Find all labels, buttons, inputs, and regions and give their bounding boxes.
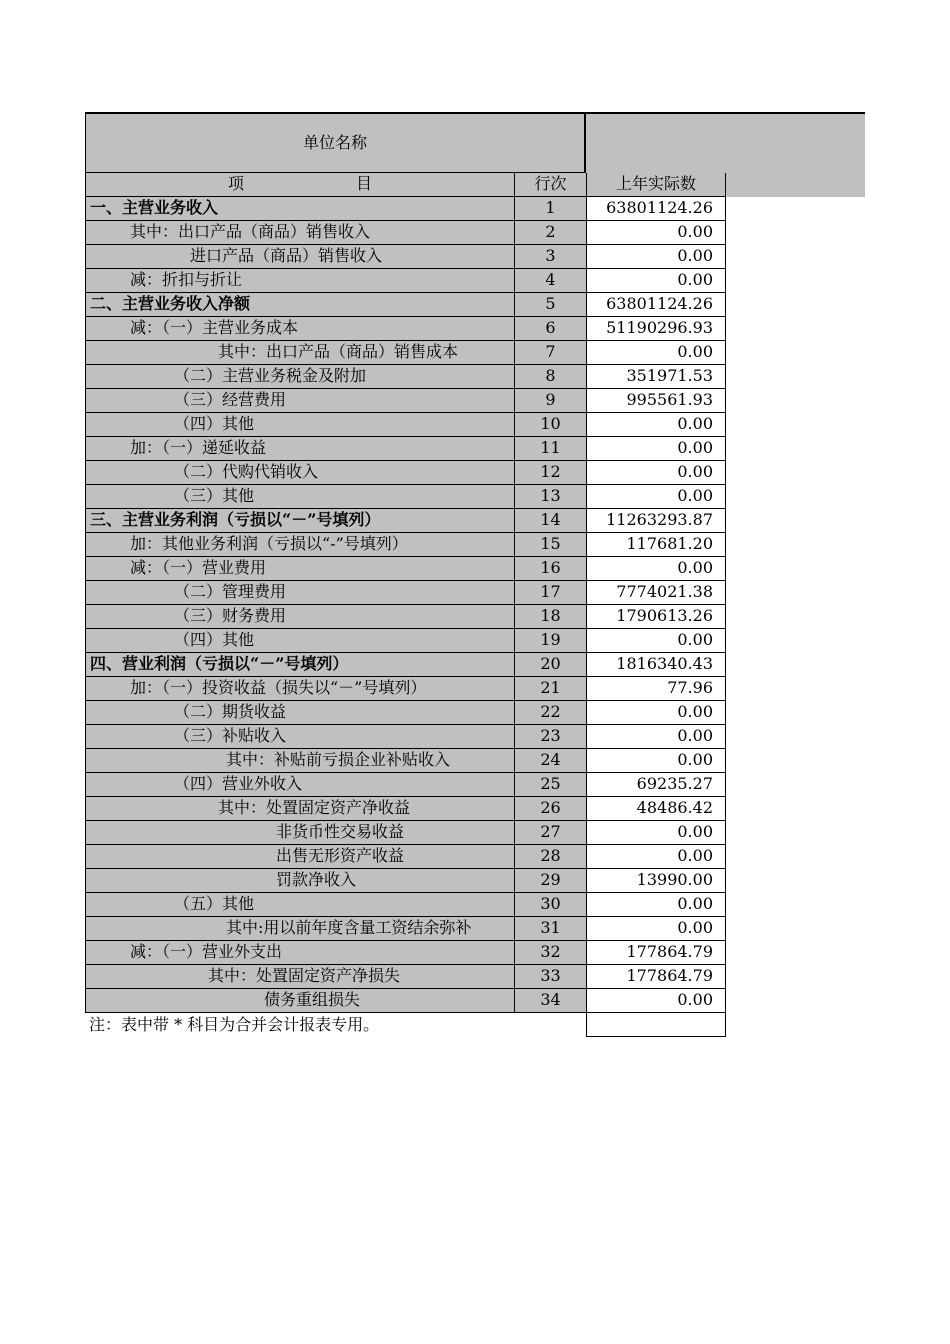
row-item-label: 其中：出口产品（商品）销售收入	[85, 221, 514, 245]
row-prev-year-value[interactable]: 7774021.38	[586, 581, 726, 605]
row-item-label: （四）营业外收入	[85, 773, 514, 797]
row-item-label: 其中：出口产品（商品）销售成本	[85, 341, 514, 365]
row-item-label: （五）其他	[85, 893, 514, 917]
row-item-label: 进口产品（商品）销售收入	[85, 245, 514, 269]
row-line-number: 28	[514, 845, 586, 869]
row-line-number: 2	[514, 221, 586, 245]
row-prev-year-value[interactable]: 0.00	[586, 893, 726, 917]
row-line-number: 19	[514, 629, 586, 653]
row-prev-year-value[interactable]: 11263293.87	[586, 509, 726, 533]
row-line-number: 30	[514, 893, 586, 917]
row-line-number: 5	[514, 293, 586, 317]
row-prev-year-value[interactable]: 0.00	[586, 749, 726, 773]
row-prev-year-value[interactable]: 0.00	[586, 917, 726, 941]
row-prev-year-value[interactable]: 0.00	[586, 845, 726, 869]
row-prev-year-value[interactable]: 0.00	[586, 485, 726, 509]
row-prev-year-value[interactable]: 0.00	[586, 221, 726, 245]
row-prev-year-value[interactable]: 51190296.93	[586, 317, 726, 341]
unit-name-label: 单位名称	[85, 112, 585, 173]
row-prev-year-value[interactable]: 63801124.26	[586, 197, 726, 221]
row-item-label: （二）代购代销收入	[85, 461, 514, 485]
row-prev-year-value[interactable]: 0.00	[586, 413, 726, 437]
row-item-label: （四）其他	[85, 413, 514, 437]
row-line-number: 8	[514, 365, 586, 389]
row-item-label: 债务重组损失	[85, 989, 514, 1013]
row-line-number: 20	[514, 653, 586, 677]
row-item-label: 加：（一）递延收益	[85, 437, 514, 461]
row-prev-year-value[interactable]: 77.96	[586, 677, 726, 701]
row-line-number: 16	[514, 557, 586, 581]
row-item-label: 减：折扣与折让	[85, 269, 514, 293]
row-item-label: 罚款净收入	[85, 869, 514, 893]
row-item-label: 出售无形资产收益	[85, 845, 514, 869]
row-line-number: 24	[514, 749, 586, 773]
row-item-label: 一、主营业务收入	[85, 197, 514, 221]
row-item-label: 其中：处置固定资产净收益	[85, 797, 514, 821]
row-line-number: 10	[514, 413, 586, 437]
row-line-number: 6	[514, 317, 586, 341]
row-line-number: 22	[514, 701, 586, 725]
row-item-label: 三、主营业务利润（亏损以“－”号填列）	[85, 509, 514, 533]
row-line-number: 27	[514, 821, 586, 845]
row-item-label: 减：（一）主营业务成本	[85, 317, 514, 341]
row-prev-year-value[interactable]: 13990.00	[586, 869, 726, 893]
row-line-number: 11	[514, 437, 586, 461]
row-prev-year-value[interactable]: 0.00	[586, 341, 726, 365]
row-item-label: （二）管理费用	[85, 581, 514, 605]
row-line-number: 12	[514, 461, 586, 485]
row-item-label: 非货币性交易收益	[85, 821, 514, 845]
row-line-number: 31	[514, 917, 586, 941]
row-line-number: 17	[514, 581, 586, 605]
row-line-number: 15	[514, 533, 586, 557]
row-item-label: （四）其他	[85, 629, 514, 653]
footnote: 注：表中带 * 科目为合并会计报表专用。	[89, 1015, 380, 1034]
row-line-number: 13	[514, 485, 586, 509]
row-prev-year-value[interactable]: 0.00	[586, 437, 726, 461]
row-prev-year-value[interactable]: 0.00	[586, 725, 726, 749]
row-line-number: 33	[514, 965, 586, 989]
row-item-label: 加：（一）投资收益（损失以“－”号填列）	[85, 677, 514, 701]
row-prev-year-value[interactable]: 117681.20	[586, 533, 726, 557]
row-item-label: （三）补贴收入	[85, 725, 514, 749]
row-line-number: 9	[514, 389, 586, 413]
row-line-number: 14	[514, 509, 586, 533]
row-item-label: （三）其他	[85, 485, 514, 509]
row-prev-year-value[interactable]: 0.00	[586, 461, 726, 485]
row-prev-year-value[interactable]: 0.00	[586, 821, 726, 845]
row-prev-year-value[interactable]: 351971.53	[586, 365, 726, 389]
row-prev-year-value[interactable]: 69235.27	[586, 773, 726, 797]
column-header-prev-year: 上年实际数	[586, 173, 726, 197]
row-line-number: 23	[514, 725, 586, 749]
row-prev-year-value[interactable]: 0.00	[586, 245, 726, 269]
row-item-label: （二）主营业务税金及附加	[85, 365, 514, 389]
column-header-item: 项 目	[85, 173, 514, 197]
row-item-label: 减：（一）营业外支出	[85, 941, 514, 965]
row-line-number: 25	[514, 773, 586, 797]
row-prev-year-value[interactable]: 0.00	[586, 629, 726, 653]
row-prev-year-value[interactable]: 0.00	[586, 269, 726, 293]
row-item-label: （三）经营费用	[85, 389, 514, 413]
row-line-number: 18	[514, 605, 586, 629]
column-header-line: 行次	[514, 173, 586, 197]
row-item-label: 其中：处置固定资产净损失	[85, 965, 514, 989]
row-prev-year-value[interactable]: 0.00	[586, 557, 726, 581]
row-item-label: （三）财务费用	[85, 605, 514, 629]
row-line-number: 32	[514, 941, 586, 965]
row-line-number: 7	[514, 341, 586, 365]
row-item-label: 加：其他业务利润（亏损以“-”号填列）	[85, 533, 514, 557]
row-line-number: 26	[514, 797, 586, 821]
row-line-number: 4	[514, 269, 586, 293]
row-prev-year-value[interactable]: 177864.79	[586, 941, 726, 965]
row-item-label: 其中：补贴前亏损企业补贴收入	[85, 749, 514, 773]
row-prev-year-value[interactable]: 0.00	[586, 701, 726, 725]
row-prev-year-value[interactable]: 63801124.26	[586, 293, 726, 317]
row-prev-year-value[interactable]: 1816340.43	[586, 653, 726, 677]
empty-cell[interactable]	[586, 1013, 726, 1037]
row-line-number: 34	[514, 989, 586, 1013]
row-prev-year-value[interactable]: 1790613.26	[586, 605, 726, 629]
row-item-label: （二）期货收益	[85, 701, 514, 725]
row-item-label: 二、主营业务收入净额	[85, 293, 514, 317]
row-line-number: 1	[514, 197, 586, 221]
row-item-label: 四、营业利润（亏损以“－”号填列）	[85, 653, 514, 677]
row-line-number: 21	[514, 677, 586, 701]
row-item-label: 其中:用以前年度含量工资结余弥补	[85, 917, 514, 941]
row-line-number: 3	[514, 245, 586, 269]
row-line-number: 29	[514, 869, 586, 893]
row-item-label: 减：（一）营业费用	[85, 557, 514, 581]
row-prev-year-value[interactable]: 0.00	[586, 989, 726, 1013]
row-prev-year-value[interactable]: 48486.42	[586, 797, 726, 821]
row-prev-year-value[interactable]: 177864.79	[586, 965, 726, 989]
row-prev-year-value[interactable]: 995561.93	[586, 389, 726, 413]
